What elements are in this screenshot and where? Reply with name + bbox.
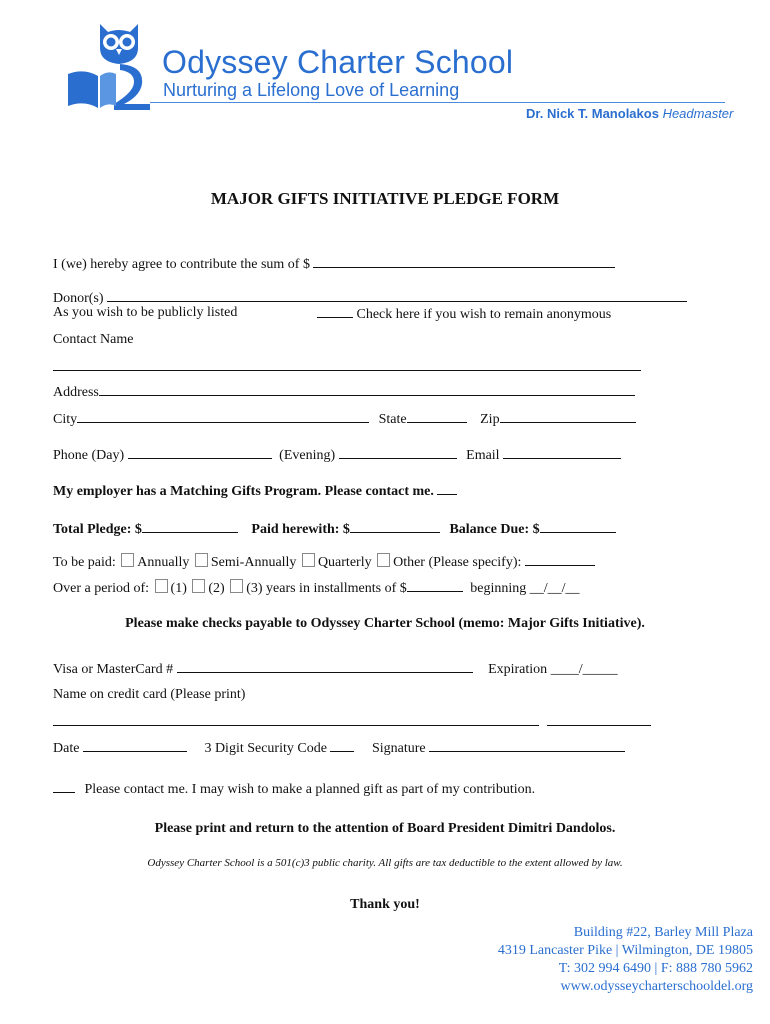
address-line-1: Building #22, Barley Mill Plaza [573,925,753,940]
city-field[interactable] [77,410,369,423]
card-number-label: Visa or MasterCard # [53,662,174,677]
paid-herewith-field[interactable] [350,520,440,533]
anonymous-check-field[interactable] [317,305,353,318]
period-label: Over a period of: [53,581,150,596]
planned-gift-row [53,780,535,798]
name-on-card-extra-field[interactable] [547,713,651,726]
pledge-row [53,520,616,538]
phone-day-field[interactable] [128,446,272,459]
email-label: Email [466,448,500,463]
contact-name-row [53,358,641,376]
other-checkbox[interactable] [377,553,390,567]
beginning-date-field[interactable]: __/__/__ [529,581,580,596]
period-1-checkbox[interactable] [155,579,168,593]
signature-field[interactable] [429,739,625,752]
semi-annually-label: Semi-Annually [210,555,297,570]
city-row [53,410,636,428]
name-on-card-label: Name on credit card (Please print) [53,687,246,702]
anonymous-row [317,305,611,323]
card-number-field[interactable] [177,660,473,673]
period-3-label: (3) years in installments of $ [246,581,407,596]
period-2-label: (2) [208,581,225,596]
phone-evening-label: (Evening) [279,448,336,463]
address-field[interactable] [99,383,635,396]
balance-due-field[interactable] [540,520,616,533]
signature-row [53,739,625,757]
quarterly-label: Quarterly [317,555,372,570]
address-row [53,383,635,401]
address-label: Address [53,385,99,400]
phone-fax-line: T: 302 994 6490 | F: 888 780 5962 [558,961,753,976]
period-3-checkbox[interactable] [230,579,243,593]
website-link[interactable]: www.odysseycharterschooldel.org [560,979,753,994]
checks-payable-note: Please make checks payable to Odyssey Charter School (memo: Major Gifts Initiative). [125,616,645,631]
phone-row [53,446,621,464]
contribution-amount-field[interactable] [313,255,615,268]
security-code-field[interactable] [330,739,354,752]
expiration-label: Expiration [488,662,548,677]
period-1-label: (1) [170,581,187,596]
contribute-label: I (we) hereby agree to contribute the sum of $ [53,257,310,272]
school-tagline: Nurturing a Lifelong Love of Learning [163,80,460,100]
thank-you: Thank you! [350,897,420,912]
quarterly-checkbox[interactable] [302,553,315,567]
name-on-card-field[interactable] [53,713,539,726]
contribute-row [53,255,615,273]
address-line-2: 4319 Lancaster Pike | Wilmington, DE 19805 [497,943,753,958]
beginning-label: beginning [470,581,527,596]
donors-label: Donor(s) [53,291,104,306]
semi-annually-checkbox[interactable] [195,553,208,567]
city-label: City [53,412,78,427]
card-row [53,660,618,678]
annually-label: Annually [137,555,190,570]
installment-amount-field[interactable] [407,579,463,592]
zip-label: Zip [480,412,500,427]
charity-note: Odyssey Charter School is a 501(c)3 public charity. All gifts are tax deductible to the extent allowed by law. [147,857,623,869]
paid-herewith-label: Paid herewith: $ [251,522,350,537]
date-field[interactable] [83,739,187,752]
headmaster-name: Dr. Nick T. Manolakos [526,106,659,121]
headmaster-title: Headmaster [662,106,734,121]
name-on-card-row [53,713,651,731]
anonymous-label: Check here if you wish to remain anonymous [356,307,612,322]
donors-field[interactable] [107,289,687,302]
form-title: MAJOR GIFTS INITIATIVE PLEDGE FORM [210,189,560,208]
phone-day-label: Phone (Day) [53,448,125,463]
other-label: Other (Please specify): [393,555,522,570]
contact-name-label: Contact Name [53,332,134,347]
planned-gift-field[interactable] [53,780,75,793]
planned-gift-label: Please contact me. I may wish to make a planned gift as part of my contribution. [84,782,536,797]
owl-book-logo-icon [64,18,160,114]
matching-gifts-label: My employer has a Matching Gifts Program. Please contact me. [53,484,434,499]
signature-label: Signature [371,741,426,756]
expiration-field[interactable]: ____/_____ [550,662,618,677]
email-field[interactable] [503,446,621,459]
contact-name-field[interactable] [53,358,641,371]
total-pledge-field[interactable] [142,520,238,533]
balance-due-label: Balance Due: $ [449,522,540,537]
total-pledge-label: Total Pledge: $ [53,522,142,537]
headmaster-credit [526,106,733,121]
state-field[interactable] [407,410,467,423]
header-divider [150,102,725,103]
security-code-label: 3 Digit Security Code [204,741,327,756]
matching-gifts-row [53,482,457,500]
to-be-paid-label: To be paid: [53,555,116,570]
matching-gifts-field[interactable] [437,482,457,495]
state-label: State [378,412,407,427]
zip-field[interactable] [500,410,636,423]
date-label: Date [53,741,80,756]
payment-period-row [53,579,580,597]
period-2-checkbox[interactable] [192,579,205,593]
public-listing-label: As you wish to be publicly listed [53,305,238,320]
school-name: Odyssey Charter School [162,44,514,80]
annually-checkbox[interactable] [121,553,134,567]
return-notice: Please print and return to the attention of Board President Dimitri Dandolos. [154,821,616,836]
payment-frequency-row [53,553,595,571]
other-specify-field[interactable] [525,553,595,566]
phone-evening-field[interactable] [339,446,457,459]
